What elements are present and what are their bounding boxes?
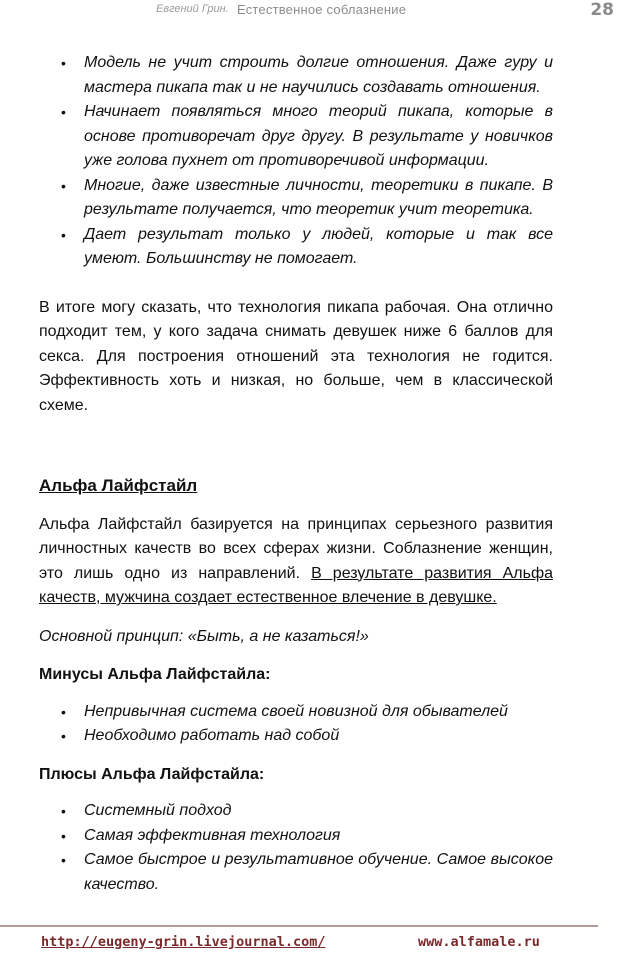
section-paragraph: Альфа Лайфстайл базируется на принципах серьезного развития личностных качеств во всех сферах жизни. Соблазнение женщин, это лишь одно из направлений. В результате развития Альфа качеств, мужчина создает естественное влечение в девушке. (39, 515, 554, 606)
bullet-icon: • (61, 803, 66, 819)
list-item: • Самое быстрое и результативное обучение. Самое высокое качество. (39, 848, 553, 897)
section-heading: Альфа Лайфстайл (39, 476, 198, 495)
pickup-drawbacks-list (39, 51, 553, 272)
list-item: • Системный подход (39, 799, 553, 824)
bullet-icon: • (61, 728, 66, 744)
pluses-list (39, 799, 553, 897)
conclusion-paragraph: В итоге могу сказать, что технология пикапа рабочая. Она отлично подходит тем, у кого задача снимать девушек ниже 6 баллов для секса. Для построения отношений эта технология не годится. Эффективность хоть и низкая, но больше, чем в классической схеме. (39, 298, 553, 414)
minuses-list (39, 700, 553, 749)
bullet-icon: • (61, 703, 66, 720)
bullet-icon: • (61, 177, 66, 194)
pluses-heading: Плюсы Альфа Лайфстайла: (39, 765, 265, 783)
list-item: • Начинает появляться много теорий пикапа, которые в основе противоречат друг другу. В результате у новичков уже голова пухнет от противоречивой информации. (39, 100, 553, 174)
list-item: • Непривычная система своей новизной для обывателей (39, 700, 553, 725)
minuses-heading: Минусы Альфа Лайфстайла: (39, 666, 271, 683)
livejournal-link[interactable]: http://eugeny-grin.livejournal.com/ (41, 934, 326, 950)
bullet-icon: • (61, 852, 66, 868)
main-principle: Основной принцип: «Быть, а не казаться!» (39, 627, 369, 645)
bullet-icon: • (61, 226, 66, 243)
list-item: • Многие, даже известные личности, теоретики в пикапе. В результате получается, что теоретик учит теоретика. (39, 174, 553, 223)
page-header (0, 0, 620, 24)
footer-divider (0, 925, 598, 927)
list-item: • Дает результат только у людей, которые и так все умеют. Большинству не помогает. (39, 223, 553, 272)
bullet-icon: • (61, 55, 66, 71)
header-book-title: Естественное соблазнение (237, 2, 407, 17)
bullet-icon: • (61, 104, 66, 120)
list-item: • Самая эффективная технология (39, 824, 553, 849)
list-item: • Модель не учит строить долгие отношения. Даже гуру и мастера пикапа так и не научились создавать отношения. (39, 51, 553, 100)
list-item: • Необходимо работать над собой (39, 724, 553, 749)
page-number: 28 (590, 0, 614, 20)
bullet-icon: • (61, 827, 66, 844)
header-author: Евгений Грин. (156, 3, 229, 15)
alfamale-link[interactable]: www.alfamale.ru (418, 934, 540, 950)
underlined-statement: В результате развития Альфа качеств, мужчина создает естественное влечение в девушке. (39, 564, 554, 606)
page-body (39, 51, 553, 897)
